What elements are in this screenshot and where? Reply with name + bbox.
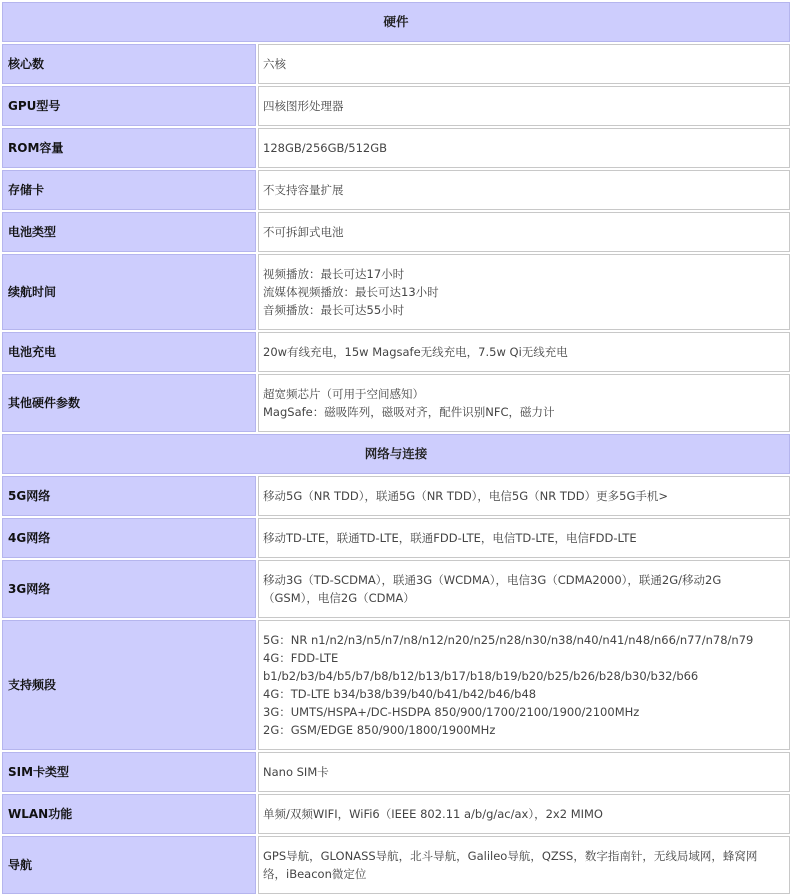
spec-row [2,794,790,834]
spec-value [258,476,790,516]
spec-label: 电池类型 [2,212,256,252]
spec-row [2,620,790,750]
spec-value: 不支持容量扩展 [258,170,790,210]
spec-value: 四核图形处理器 [258,86,790,126]
spec-row [2,560,790,618]
spec-label: 其他硬件参数 [2,374,256,432]
spec-row [2,128,790,168]
spec-label: 电池充电 [2,332,256,372]
spec-value: 单频/双频WIFI，WiFi6（IEEE 802.11 a/b/g/ac/ax），2x2 MIMO [258,794,790,834]
spec-row [2,332,790,372]
spec-label: 支持频段 [2,620,256,750]
spec-label: 核心数 [2,44,256,84]
spec-row [2,836,790,894]
spec-value: 移动TD-LTE，联通TD-LTE，联通FDD-LTE，电信TD-LTE，电信FDD-LTE [258,518,790,558]
spec-row [2,170,790,210]
section-title-network: 网络与连接 [2,434,790,474]
spec-value: 128GB/256GB/512GB [258,128,790,168]
spec-value: GPS导航，GLONASS导航，北斗导航，Galileo导航，QZSS，数字指南针，无线局域网，蜂窝网 络，iBeacon微定位 [258,836,790,894]
spec-label: 5G网络 [2,476,256,516]
spec-row [2,212,790,252]
spec-value: 六核 [258,44,790,84]
spec-row [2,374,790,432]
spec-label: SIM卡类型 [2,752,256,792]
spec-label: GPU型号 [2,86,256,126]
spec-value: 移动3G（TD-SCDMA），联通3G（WCDMA），电信3G（CDMA2000），联通2G/移动2G （GSM），电信2G（CDMA） [258,560,790,618]
spec-value: 视频播放：最长可达17小时 流媒体视频播放：最长可达13小时 音频播放：最长可达55小时 [258,254,790,330]
spec-label: 导航 [2,836,256,894]
spec-row [2,752,790,792]
spec-row [2,476,790,516]
spec-label: 3G网络 [2,560,256,618]
spec-row [2,44,790,84]
spec-row [2,86,790,126]
spec-row [2,254,790,330]
spec-value: 不可拆卸式电池 [258,212,790,252]
spec-label: 4G网络 [2,518,256,558]
spec-value: 5G：NR n1/n2/n3/n5/n7/n8/n12/n20/n25/n28/n30/n38/n40/n41/n48/n66/n77/n78/n79 4G：FDD-LTE b1/b2/b3/b4/b5/b7/b8/b12/b13/b17/b18/b19/b20/b25/b26/b28/b30/b32/b66 4G：TD-LTE b34/b38/b39/b40/b41/b42/b46/b48 3G：UMTS/HSPA+/DC-HSDPA 850/900/1700/2100/1900/2100MHz 2G：GSM/EDGE 850/900/1800/1900MHz [258,620,790,750]
section-header-row [2,434,790,474]
spec-label: 存储卡 [2,170,256,210]
spec-label: 续航时间 [2,254,256,330]
section-title-hardware: 硬件 [2,2,790,42]
spec-label: ROM容量 [2,128,256,168]
spec-label: WLAN功能 [2,794,256,834]
spec-value: Nano SIM卡 [258,752,790,792]
more-5g-phones-link[interactable]: 更多5G手机> [596,489,669,503]
spec-value: 超宽频芯片（可用于空间感知） MagSafe：磁吸阵列，磁吸对齐，配件识别NFC，磁力计 [258,374,790,432]
spec-value-text: 移动5G（NR TDD），联通5G（NR TDD），电信5G（NR TDD） [263,489,597,503]
section-header-row [2,2,790,42]
spec-value: 20w有线充电，15w Magsafe无线充电，7.5w Qi无线充电 [258,332,790,372]
spec-row [2,518,790,558]
